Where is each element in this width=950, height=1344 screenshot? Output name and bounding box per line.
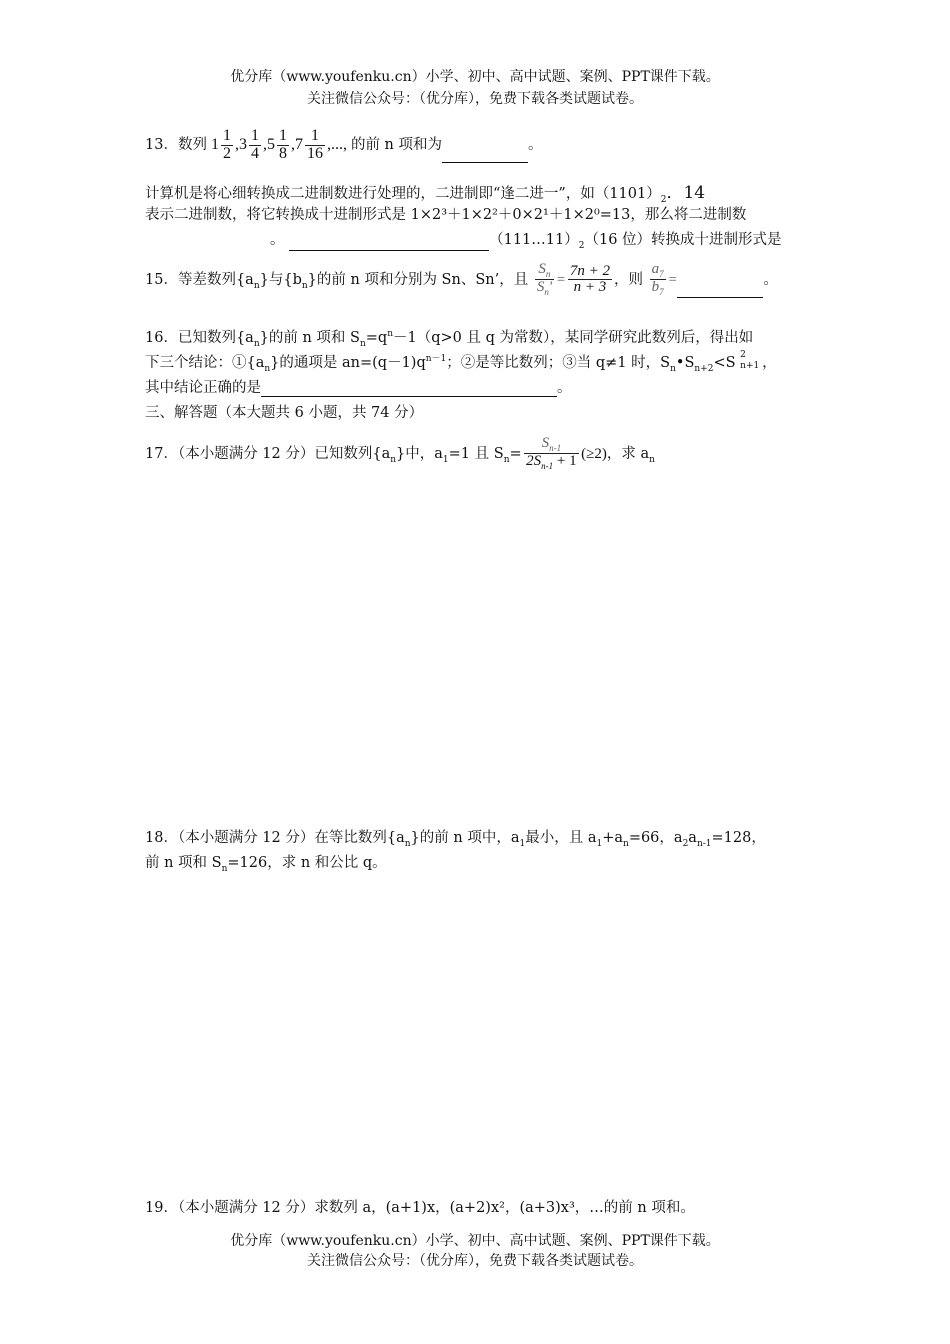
q13-answer-blank[interactable] bbox=[442, 162, 528, 163]
q17-frac-num: S bbox=[541, 435, 550, 451]
q16-sub-1: n bbox=[253, 338, 260, 349]
q18-l2-a: 前 n 项和 S bbox=[145, 855, 222, 871]
q13-whole-2: ,3 bbox=[234, 135, 247, 153]
q13-den-1: 2 bbox=[222, 144, 231, 162]
q13-whole-1: 1 bbox=[210, 135, 219, 153]
q15-equals-2: = bbox=[667, 271, 678, 288]
q16-l2-d: •S bbox=[675, 355, 695, 371]
q18-l2-b: =126，求 n 和公比 q。 bbox=[227, 855, 387, 871]
question-14-line-2: 表示二进制数，将它转换成十进制形式是 1×2³＋1×2²＋0×2¹＋1×2⁰=13，那么将二进制数 bbox=[145, 207, 747, 223]
q18-t3: 最小，且 a bbox=[525, 830, 597, 846]
question-15 bbox=[145, 262, 778, 298]
footer-line-1: 优分库（www.youfenku.cn）小学、初中、高中试题、案例、PPT课件下载。 bbox=[230, 1233, 720, 1249]
section-3-title: 三、解答题（本大题共 6 小题，共 74 分） bbox=[145, 405, 424, 421]
q15-prefix: 15．等差数列{a bbox=[145, 271, 254, 288]
q15-f1-prime: ' bbox=[548, 279, 553, 296]
q15-mid2: }的前 n 项和分别为 Sn、Sn’，且 bbox=[307, 271, 529, 288]
question-14-line-3 bbox=[270, 228, 782, 251]
question-19: 19．（本小题满分 12 分）求数列 a，(a+1)x，(a+2)x²，(a+3)x³，…的前 n 项和。 bbox=[145, 1200, 695, 1216]
question-18-line-2 bbox=[145, 851, 387, 874]
question-16-line-3 bbox=[145, 376, 572, 397]
q15-end: 。 bbox=[763, 271, 778, 288]
q13-num-2: 1 bbox=[250, 127, 259, 144]
q16-l2-sub-4: n+1 bbox=[740, 361, 760, 371]
q15-sub-n-1: n bbox=[253, 280, 260, 291]
q13-tail: ,..., bbox=[326, 135, 347, 153]
q15-f1-num: S bbox=[538, 261, 546, 277]
q17-t4: = bbox=[509, 445, 522, 462]
q18-t7: =128， bbox=[711, 830, 766, 846]
question-13 bbox=[145, 128, 543, 163]
q13-prefix: 13．数列 bbox=[145, 136, 207, 153]
q16-sup-1: n bbox=[387, 329, 393, 340]
question-16-line-2 bbox=[145, 351, 777, 374]
q15-answer-blank[interactable] bbox=[677, 297, 763, 298]
q15-f2-num: 7n + 2 bbox=[569, 262, 610, 279]
footer-line-2: 关注微信公众号：（优分库），免费下载各类试题试卷。 bbox=[307, 1253, 643, 1269]
q15-sub-n-2: n bbox=[301, 280, 308, 291]
q13-num-1: 1 bbox=[222, 127, 231, 144]
q17-frac-den-tail: + 1 bbox=[553, 453, 577, 470]
q16-l2-sup-2: 2 bbox=[740, 350, 746, 360]
q15-f3-num-sub: 7 bbox=[659, 269, 664, 279]
q18-sub-4: n bbox=[623, 838, 629, 849]
q17-sub-2: 1 bbox=[442, 454, 449, 465]
q16-l2-sub-1: n bbox=[264, 363, 271, 374]
q18-t5: =66，a bbox=[628, 830, 683, 846]
q16-l2-e: <S bbox=[713, 355, 736, 371]
q15-equals: = bbox=[556, 271, 566, 288]
q16-l2-f: ， bbox=[762, 355, 777, 371]
q13-end: 。 bbox=[528, 136, 543, 153]
q14-paren: （111…11） bbox=[489, 232, 579, 248]
q13-den-4: 16 bbox=[306, 144, 323, 162]
q17-sub-1: n bbox=[390, 454, 397, 465]
q13-den-2: 4 bbox=[250, 144, 259, 162]
q16-l2-c: ；②是等比数列；③当 q≠1 时，S bbox=[446, 355, 671, 371]
question-17 bbox=[145, 436, 655, 472]
q14-text-1: 计算机是将心细转换成二进制数进行处理的，二进制即“逢二进一”，如（1101） bbox=[145, 186, 661, 202]
q14-number: ．14 bbox=[666, 183, 706, 203]
q16-t2: }的前 n 项和 S bbox=[259, 330, 360, 346]
q18-sub-5: 2 bbox=[682, 838, 689, 849]
q16-t1: 16．已知数列{a bbox=[145, 330, 254, 346]
q13-num-4: 1 bbox=[305, 128, 325, 146]
q18-t4: +a bbox=[602, 830, 624, 846]
question-16-line-1 bbox=[145, 326, 753, 349]
q15-mid1: }与{b bbox=[259, 271, 302, 288]
q18-sub-1: n bbox=[404, 838, 411, 849]
q16-l2-b: }的通项是 an=(q－1)q bbox=[270, 355, 426, 371]
q14-rest: （16 位）转换成十进制形式是 bbox=[584, 232, 782, 248]
q13-den-3: 8 bbox=[278, 144, 287, 162]
question-14-line-1 bbox=[145, 178, 705, 205]
q18-l2-sub: n bbox=[221, 863, 228, 874]
q15-f1-num-sub: n bbox=[545, 269, 551, 279]
q17-frac-num-sub: n-1 bbox=[549, 443, 562, 453]
q18-t2: }的前 n 项中，a bbox=[410, 830, 520, 846]
q16-sub-2: n bbox=[359, 338, 366, 349]
q16-l2-sub-2: n bbox=[670, 363, 676, 374]
q15-f3-den: b bbox=[651, 279, 660, 296]
q16-t4: －1（q>0 且 q 为常数），某同学研究此数列后，得出如 bbox=[392, 330, 754, 346]
q13-num-3: 1 bbox=[278, 127, 287, 144]
q16-l2-sup: n－1 bbox=[425, 354, 447, 365]
q14-paren-sub: 2 bbox=[578, 240, 585, 251]
q15-f3-num: a bbox=[651, 261, 660, 277]
header-line-1: 优分库（www.youfenku.cn）小学、初中、高中试题、案例、PPT课件下载。 bbox=[230, 69, 720, 85]
q16-l2-sub-3: n+2 bbox=[694, 363, 714, 374]
q16-l3-end: 。 bbox=[557, 380, 572, 396]
q14-answer-blank[interactable] bbox=[289, 250, 489, 251]
q15-f2-den: n + 3 bbox=[573, 279, 607, 296]
q15-f1-den-sub: n bbox=[544, 287, 549, 298]
q18-t1: 18．（本小题满分 12 分）在等比数列{a bbox=[145, 830, 405, 846]
q17-t1: 17．（本小题满分 12 分）已知数列{a bbox=[145, 445, 391, 462]
q18-t6: a bbox=[688, 830, 697, 846]
q17-frac-den-sub: n-1 bbox=[541, 461, 554, 472]
q16-l3: 其中结论正确的是 bbox=[145, 380, 261, 396]
q14-sub: 2 bbox=[660, 194, 667, 205]
q17-sub-3: n bbox=[503, 454, 510, 465]
q15-f1-den: S bbox=[536, 279, 545, 296]
q16-l2-a: 下三个结论：①{a bbox=[145, 355, 265, 371]
q17-t2: }中，a bbox=[396, 445, 443, 462]
q17-sub-4: n bbox=[649, 454, 655, 465]
q16-answer-blank[interactable] bbox=[261, 396, 557, 397]
question-18-line-1 bbox=[145, 826, 766, 849]
q18-sub-2: 1 bbox=[519, 838, 526, 849]
q17-t3: =1 且 S bbox=[448, 445, 504, 462]
q17-frac-den: 2S bbox=[526, 453, 542, 470]
q13-suffix: 的前 n 项和为 bbox=[350, 136, 443, 153]
q18-sub-6: n-1 bbox=[696, 838, 712, 849]
q14-dot: 。 bbox=[270, 232, 285, 248]
q13-whole-3: ,5 bbox=[262, 135, 275, 153]
header-line-2: 关注微信公众号：（优分库），免费下载各类试题试卷。 bbox=[307, 91, 643, 107]
q13-whole-4: ,7 bbox=[290, 135, 303, 153]
q15-f3-den-sub: 7 bbox=[659, 287, 664, 298]
q18-sub-3: 1 bbox=[596, 838, 603, 849]
q17-end: ，求 a bbox=[606, 445, 650, 462]
q16-t3: =q bbox=[365, 330, 388, 346]
q15-then: ，则 bbox=[613, 271, 643, 288]
q17-condition: (≥2) bbox=[581, 445, 607, 462]
